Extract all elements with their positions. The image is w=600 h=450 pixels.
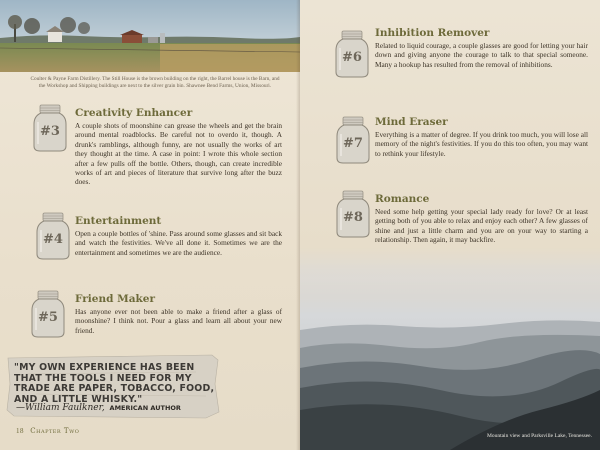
entry-text: Open a couple bottles of 'shine. Pass around some glasses and sit back and watch the festivities. We've all done it. Sometimes we are the entertainment and sometimes we are the audience. xyxy=(75,229,282,257)
entry-text: A couple shots of moonshine can grease the wheels and get the brain around mental roadblocks. Be careful not to overdo it, though. A drunk's ramblings, although funny, are not usually the works of art they thought at the time. A case in point: I wrote this whole section after a few pulls off the bottle. Others, though, can create incredible works of art and pieces of literature that survive long after the buzz does. xyxy=(75,121,282,187)
entry-title: Romance xyxy=(375,193,430,205)
entry-text: Everything is a matter of degree. If you drink too much, you will lose all memory of the night's festivities. If you do this too often, you may want to rethink your lifestyle. xyxy=(375,130,588,158)
entry-text: Has anyone ever not been able to make a friend after a glass of moonshine? I think not. Pour a glass and learn all about your new friend. xyxy=(75,307,282,335)
photo-caption-left: Coulter & Payne Farm Distillery. The Still House is the brown building on the right, the Barrel house is the Barn, and the Workshop and Shipping buildings are next to the silver grain bin. Shawnee Bend Farms, Union, Missouri. xyxy=(30,76,280,89)
chapter-label: Chapter Two xyxy=(30,427,80,435)
entry-text: Need some help getting your special lady ready for love? Or at least getting both of you able to relax and enjoy each other? A few glasses of shine and just a little charm and you are on your way to starting a relationship. Then again, it may backfire. xyxy=(375,207,588,245)
mountain-photo xyxy=(300,270,600,450)
photo-caption-right: Mountain view and Parksville Lake, Tennessee. xyxy=(486,433,592,439)
jar-number: #5 xyxy=(38,310,58,325)
quote-role: AMERICAN AUTHOR xyxy=(109,404,181,412)
mason-jar-icon xyxy=(33,212,73,260)
jar-number: #8 xyxy=(343,210,363,225)
mason-jar-icon xyxy=(30,104,70,152)
mason-jar-icon xyxy=(28,290,68,338)
page-number: 18 xyxy=(16,427,24,435)
entry-title: Entertainment xyxy=(75,215,162,227)
jar-number: #3 xyxy=(40,124,60,139)
entry-title: Mind Eraser xyxy=(375,116,448,128)
quote-banner xyxy=(6,354,220,420)
mason-jar-icon xyxy=(333,190,373,238)
quote-signature: —William Faulkner, xyxy=(16,403,105,413)
entry-text: Related to liquid courage, a couple glasses are good for letting your hair down and giving anyone the courage to talk to that special someone. Many a hookup has resulted from the removal of inhibitions. xyxy=(375,41,588,69)
quote-attribution xyxy=(16,403,181,413)
mason-jar-icon xyxy=(332,30,372,78)
quote-text: "MY OWN EXPERIENCE HAS BEEN THAT THE TOOLS I NEED FOR MY TRADE ARE PAPER, TOBACCO, FOOD, AND A LITTLE WHISKY." xyxy=(14,362,215,405)
jar-number: #7 xyxy=(343,136,363,151)
entry-title: Friend Maker xyxy=(75,293,156,305)
entry-title: Creativity Enhancer xyxy=(75,107,193,119)
jar-number: #6 xyxy=(342,50,362,65)
mason-jar-icon xyxy=(333,116,373,164)
jar-number: #4 xyxy=(43,232,63,247)
entry-title: Inhibition Remover xyxy=(375,27,490,39)
right-page xyxy=(300,0,600,450)
farm-photo xyxy=(0,0,300,72)
page-folio xyxy=(16,427,79,435)
